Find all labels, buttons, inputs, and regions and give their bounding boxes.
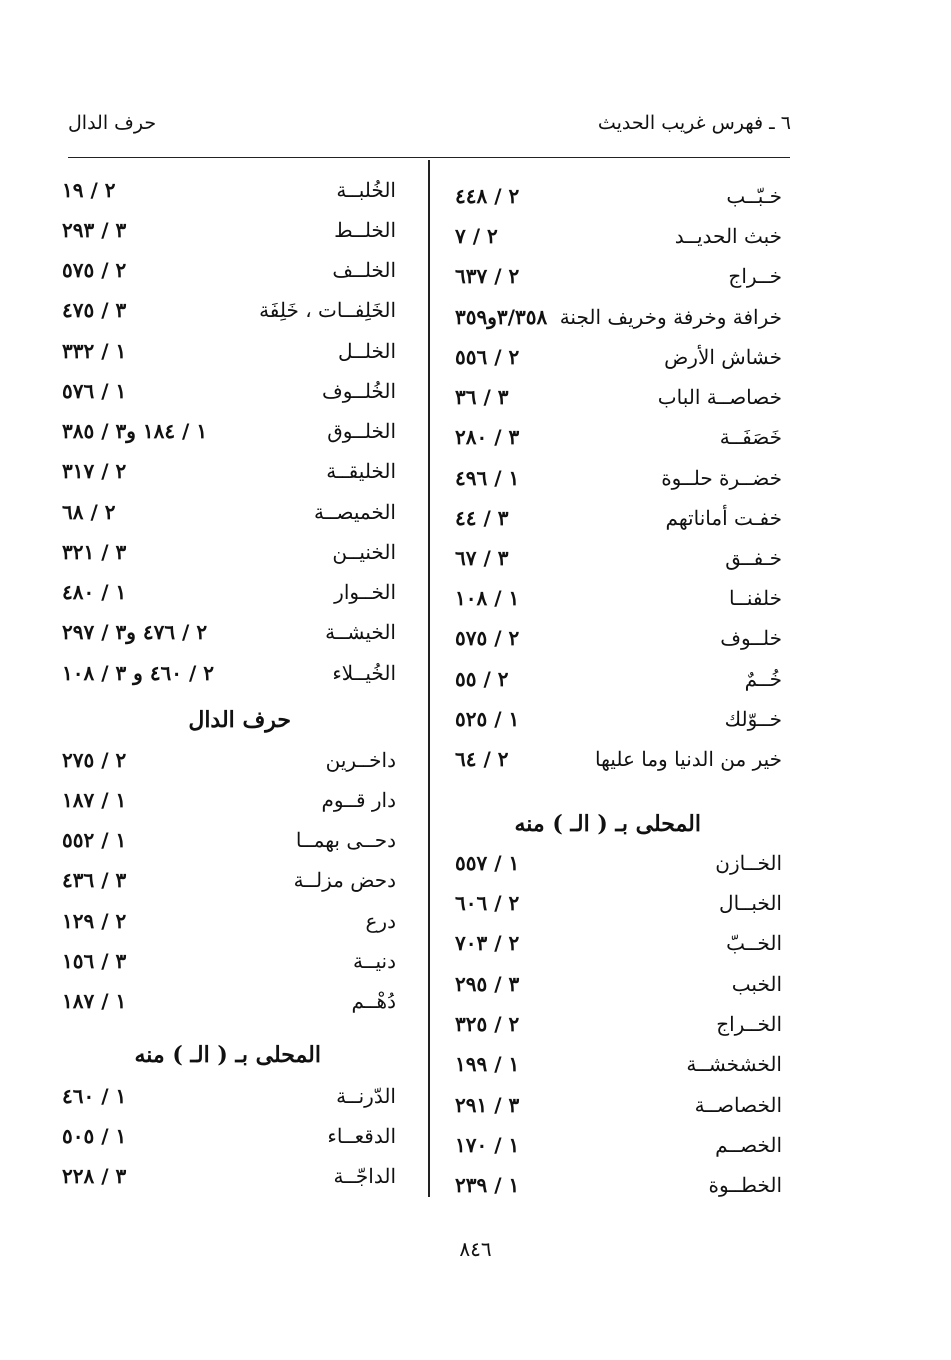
- index-entry: الدقعــاء ١ / ٥٠٥: [62, 1124, 396, 1148]
- index-entry: الخــوار ١ / ٤٨٠: [62, 580, 396, 604]
- index-entry: خبث الحديــد ٢ / ٧: [455, 224, 782, 248]
- index-entry: دنيــة ٣ / ١٥٦: [62, 949, 396, 973]
- running-header-title: ٦ ـ فهرس غريب الحديث: [597, 112, 791, 134]
- index-entry: خــوّلك ١ / ٥٢٥: [455, 707, 782, 731]
- index-entry: الخبــال ٢ / ٦٠٦: [455, 891, 782, 915]
- index-entry: الخلــل ١ / ٣٣٢: [62, 339, 396, 363]
- index-entry: دار قــوم ١ / ١٨٧: [62, 788, 396, 812]
- index-entry: الخصــم ١ / ١٧٠: [455, 1133, 782, 1157]
- index-entry: الخــبّ ٢ / ٧٠٣: [455, 931, 782, 955]
- index-entry: خـبّــب ٢ / ٤٤٨: [455, 184, 782, 208]
- index-entry: الداجّــة ٣ / ٢٢٨: [62, 1164, 396, 1188]
- index-entry: الخصاصــة ٣ / ٢٩١: [455, 1093, 782, 1117]
- index-entry: خضــرة حلــوة ١ / ٤٩٦: [455, 466, 782, 490]
- index-entry: دحــى بهمــا ١ / ٥٥٢: [62, 828, 396, 852]
- index-entry: الخلــوق ١ / ١٨٤ و٣ / ٣٨٥: [62, 419, 396, 443]
- index-entry: الخيشــة ٢ / ٤٧٦ و٣ / ٢٩٧: [62, 620, 396, 644]
- index-entry: الخليقــة ٢ / ٣١٧: [62, 459, 396, 483]
- index-entry: دُهْــم ١ / ١٨٧: [62, 989, 396, 1013]
- index-entry: الخــازن ١ / ٥٥٧: [455, 851, 782, 875]
- index-entry: الخنيــن ٣ / ٣٢١: [62, 540, 396, 564]
- index-entry: الخلــف ٢ / ٥٧٥: [62, 258, 396, 282]
- index-entry: خلــوف ٢ / ٥٧٥: [455, 626, 782, 650]
- index-entry: الخُيــلاء ٢ / ٤٦٠ و ٣ / ١٠٨: [62, 661, 396, 685]
- index-entry: الخميصــة ٢ / ٦٨: [62, 500, 396, 524]
- index-entry: الخُلبــة ٢ / ١٩: [62, 178, 396, 202]
- index-entry: خَصَفَــة ٣ / ٢٨٠: [455, 425, 782, 449]
- index-entry: خلفنــا ١ / ١٠٨: [455, 586, 782, 610]
- section-heading-dal: حرف الدال: [188, 707, 291, 733]
- index-entry: خير من الدنيا وما عليها ٢ / ٦٤: [455, 747, 782, 771]
- index-entry: خرافة وخرفة وخريف الجنة ٣/٣٥٨و٣٥٩: [455, 305, 782, 329]
- index-entry: خفـت أماناتهم ٣ / ٤٤: [455, 506, 782, 530]
- index-entry: خـفــق ٣ / ٦٧: [455, 546, 782, 570]
- column-divider: [428, 160, 430, 1197]
- subheading-definite: المحلى بـ ( الـ ) منه: [514, 811, 701, 837]
- index-entry: داخــرين ٢ / ٢٧٥: [62, 748, 396, 772]
- index-entry: الخــراج ٢ / ٣٢٥: [455, 1012, 782, 1036]
- index-entry: الخَلِفــات ، خَلِفَة ٣ / ٤٧٥: [62, 298, 396, 322]
- index-entry: الدّرنــة ١ / ٤٦٠: [62, 1084, 396, 1108]
- header-rule: [68, 157, 790, 158]
- subheading-definite: المحلى بـ ( الـ ) منه: [134, 1042, 321, 1068]
- page-number: ٨٤٦: [459, 1237, 492, 1261]
- index-entry: الخبب ٣ / ٢٩٥: [455, 972, 782, 996]
- index-entry: الخشخشــة ١ / ١٩٩: [455, 1052, 782, 1076]
- index-entry: خشاش الأرض ٢ / ٥٥٦: [455, 345, 782, 369]
- index-entry: الخُلــوف ١ / ٥٧٦: [62, 379, 396, 403]
- index-entry: خــراج ٢ / ٦٣٧: [455, 264, 782, 288]
- index-entry: درع ٢ / ١٢٩: [62, 909, 396, 933]
- index-entry: الخلــط ٣ / ٢٩٣: [62, 218, 396, 242]
- index-entry: خُــمٌ ٢ / ٥٥: [455, 667, 782, 691]
- index-entry: خصاصــة الباب ٣ / ٣٦: [455, 385, 782, 409]
- index-entry: دحض مزلــة ٣ / ٤٣٦: [62, 868, 396, 892]
- index-entry: الخطــوة ١ / ٢٣٩: [455, 1173, 782, 1197]
- running-header-section: حرف الدال: [68, 112, 157, 134]
